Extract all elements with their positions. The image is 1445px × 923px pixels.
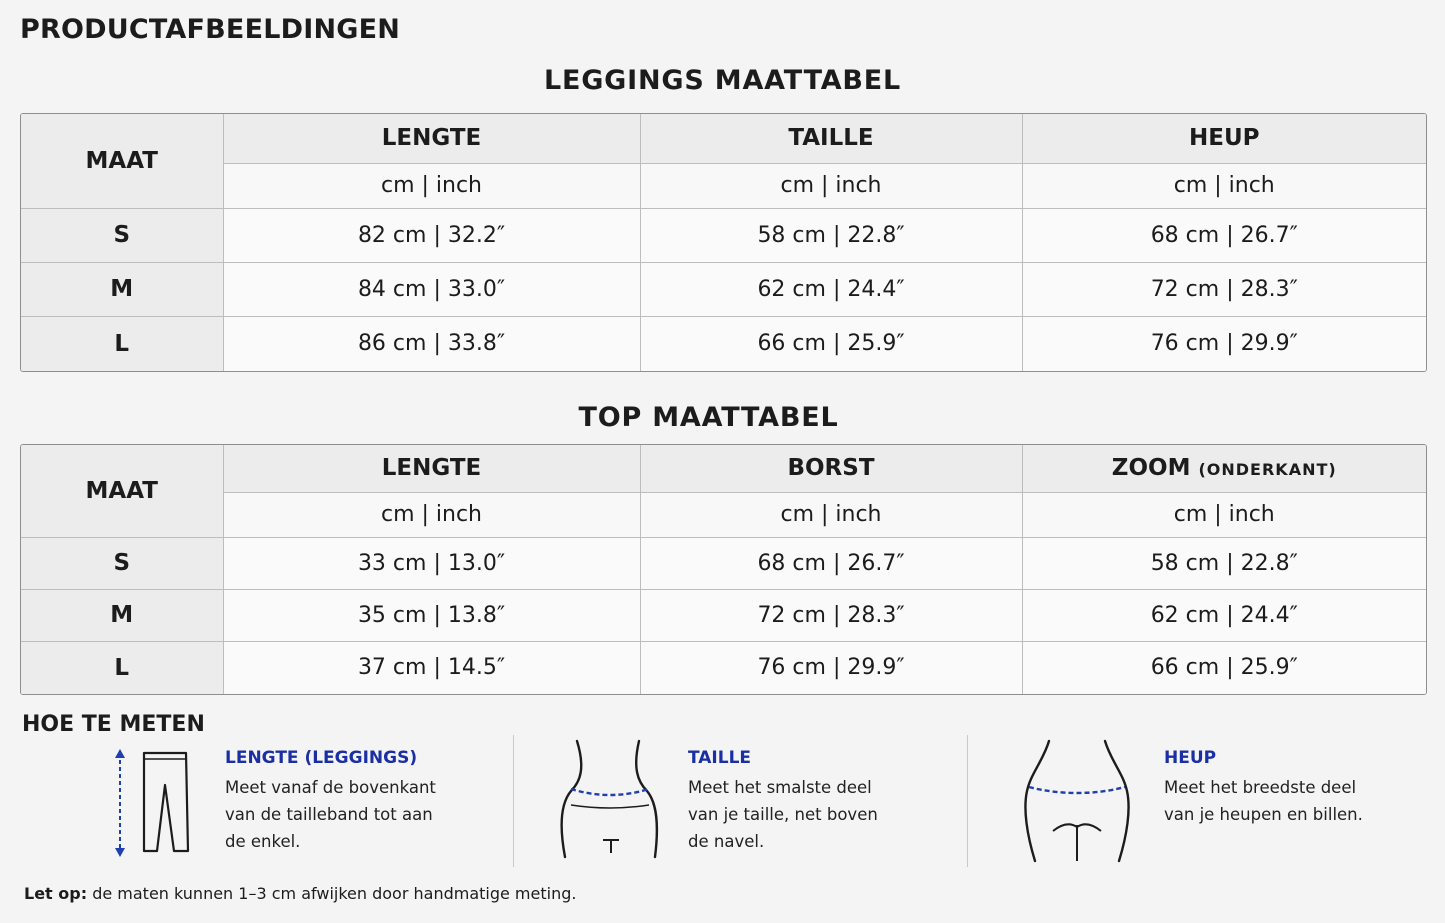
guide-hip bbox=[1015, 735, 1435, 865]
size-cell: S bbox=[21, 208, 223, 262]
top-size-header: MAAT bbox=[21, 445, 223, 537]
value-cell: 76 cm | 29.9″ bbox=[640, 641, 1022, 694]
size-cell: L bbox=[21, 316, 223, 371]
value-cell: 66 cm | 25.9″ bbox=[640, 316, 1022, 371]
table-row bbox=[21, 537, 1426, 589]
top-unit-hem: cm | inch bbox=[1022, 492, 1426, 537]
guide-title: HEUP bbox=[1164, 748, 1217, 768]
value-cell: 84 cm | 33.0″ bbox=[223, 262, 640, 316]
guide-title: TAILLE bbox=[688, 748, 752, 768]
top-col-hem bbox=[1022, 445, 1426, 492]
top-col-chest: BORST bbox=[640, 445, 1022, 492]
value-cell: 58 cm | 22.8″ bbox=[640, 208, 1022, 262]
top-unit-length: cm | inch bbox=[223, 492, 640, 537]
leggings-unit-length: cm | inch bbox=[223, 163, 640, 208]
size-cell: L bbox=[21, 641, 223, 694]
how-to-measure-title: HOE TE METEN bbox=[22, 712, 205, 737]
divider bbox=[513, 735, 514, 867]
table-row bbox=[21, 641, 1426, 694]
value-cell: 72 cm | 28.3″ bbox=[1022, 262, 1426, 316]
value-cell: 62 cm | 24.4″ bbox=[640, 262, 1022, 316]
divider bbox=[967, 735, 968, 867]
leggings-col-hip: HEUP bbox=[1022, 114, 1426, 163]
size-cell: M bbox=[21, 589, 223, 641]
value-cell: 35 cm | 13.8″ bbox=[223, 589, 640, 641]
value-cell: 82 cm | 32.2″ bbox=[223, 208, 640, 262]
table-row bbox=[21, 589, 1426, 641]
footnote-label: Let op: bbox=[24, 884, 88, 903]
leggings-table-title: LEGGINGS MAATTABEL bbox=[543, 65, 902, 96]
hip-icon bbox=[1019, 739, 1135, 863]
table-row bbox=[21, 208, 1426, 262]
value-cell: 76 cm | 29.9″ bbox=[1022, 316, 1426, 371]
value-cell: 68 cm | 26.7″ bbox=[1022, 208, 1426, 262]
value-cell: 66 cm | 25.9″ bbox=[1022, 641, 1426, 694]
table-row bbox=[21, 262, 1426, 316]
value-cell: 33 cm | 13.0″ bbox=[223, 537, 640, 589]
value-cell: 58 cm | 22.8″ bbox=[1022, 537, 1426, 589]
hem-sublabel: (ONDERKANT) bbox=[1198, 460, 1337, 480]
page-heading: PRODUCTAFBEELDINGEN bbox=[20, 14, 401, 45]
size-cell: S bbox=[21, 537, 223, 589]
value-cell: 37 cm | 14.5″ bbox=[223, 641, 640, 694]
leggings-size-table bbox=[20, 113, 1427, 372]
footnote bbox=[24, 884, 576, 903]
top-table-title: TOP MAATTABEL bbox=[578, 402, 839, 433]
waist-icon bbox=[557, 739, 667, 861]
guide-title: LENGTE (LEGGINGS) bbox=[225, 748, 418, 768]
table-row bbox=[21, 316, 1426, 371]
top-unit-chest: cm | inch bbox=[640, 492, 1022, 537]
guide-leggings-length bbox=[100, 735, 500, 865]
value-cell: 68 cm | 26.7″ bbox=[640, 537, 1022, 589]
guide-text: Meet het breedste deel van je heupen en billen. bbox=[1164, 778, 1363, 824]
guide-text: Meet het smalste deel van je taille, net boven de navel. bbox=[688, 778, 878, 851]
top-size-table bbox=[20, 444, 1427, 695]
footnote-text: de maten kunnen 1–3 cm afwijken door handmatige meting. bbox=[87, 884, 577, 903]
leggings-unit-hip: cm | inch bbox=[1022, 163, 1426, 208]
leggings-col-waist: TAILLE bbox=[640, 114, 1022, 163]
leggings-length-icon bbox=[108, 747, 194, 859]
size-cell: M bbox=[21, 262, 223, 316]
value-cell: 86 cm | 33.8″ bbox=[223, 316, 640, 371]
guide-waist bbox=[555, 735, 955, 865]
leggings-size-header: MAAT bbox=[21, 114, 223, 208]
leggings-unit-waist: cm | inch bbox=[640, 163, 1022, 208]
hem-label: ZOOM bbox=[1111, 455, 1191, 482]
guide-text: Meet vanaf de bovenkant van de tailleband tot aan de enkel. bbox=[225, 778, 436, 851]
value-cell: 72 cm | 28.3″ bbox=[640, 589, 1022, 641]
value-cell: 62 cm | 24.4″ bbox=[1022, 589, 1426, 641]
top-col-length: LENGTE bbox=[223, 445, 640, 492]
leggings-col-length: LENGTE bbox=[223, 114, 640, 163]
